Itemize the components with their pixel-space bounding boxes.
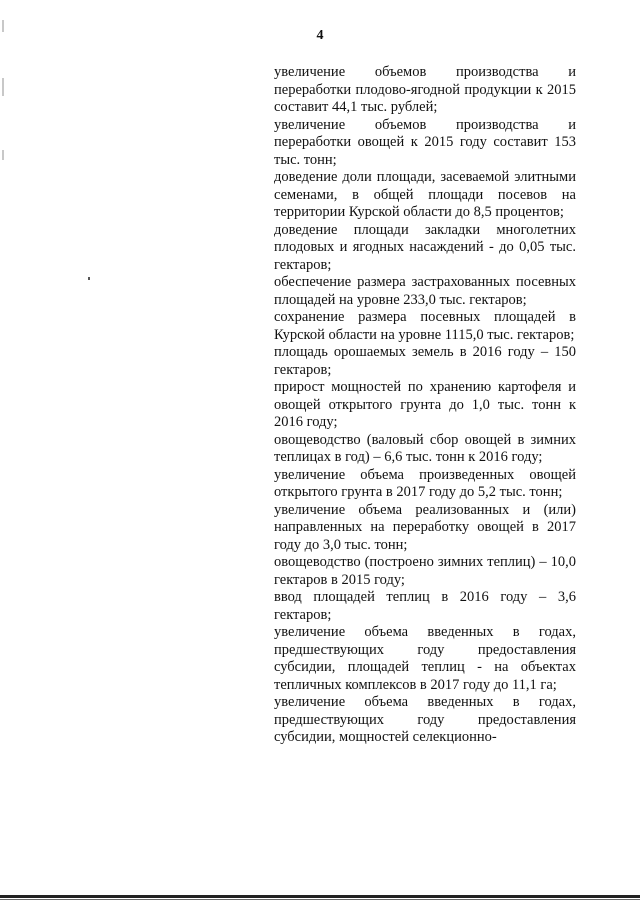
paragraph: доведение доли площади, засеваемой элитными семенами, в общей площади посевов на территории Курской области до 8,5 процентов;	[274, 169, 576, 220]
document-body	[274, 64, 576, 747]
paragraph: увеличение объемов производства и переработки плодово-ягодной продукции к 2015 составит 44,1 тыс. рублей;	[274, 64, 576, 115]
scan-speck	[88, 277, 90, 280]
paragraph: овощеводство (построено зимних теплиц) – 10,0 гектаров в 2015 году;	[274, 554, 576, 588]
paragraph: обеспечение размера застрахованных посевных площадей на уровне 233,0 тыс. гектаров;	[274, 274, 576, 308]
paragraph: увеличение объемов производства и переработки овощей к 2015 году составит 153 тыс. тонн;	[274, 116, 576, 168]
paragraph: доведение площади закладки многолетних плодовых и ягодных насаждений - до 0,05 тыс. гектаров;	[274, 221, 576, 273]
scan-edge-marks	[2, 0, 6, 905]
page-bottom-edge	[0, 895, 640, 898]
paragraph: увеличение объема введенных в годах, предшествующих году предоставления субсидии, площадей теплиц - на объектах тепличных комплексов в 2017 году до 11,1 га;	[274, 624, 576, 693]
paragraph: ввод площадей теплиц в 2016 году – 3,6 гектаров;	[274, 589, 576, 623]
paragraph: овощеводство (валовый сбор овощей в зимних теплицах в год) – 6,6 тыс. тонн к 2016 году;	[274, 431, 576, 465]
paragraph: увеличение объема введенных в годах, предшествующих году предоставления субсидии, мощностей селекционно-	[274, 694, 576, 745]
paragraph: увеличение объема произведенных овощей открытого грунта в 2017 году до 5,2 тыс. тонн;	[274, 466, 576, 500]
scan-speck	[2, 150, 4, 160]
paragraph: увеличение объема реализованных и (или) направленных на переработку овощей в 2017 году до 3,0 тыс. тонн;	[274, 501, 576, 553]
scan-speck	[2, 78, 4, 96]
paragraph: сохранение размера посевных площадей в Курской области на уровне 1115,0 тыс. гектаров;	[274, 309, 576, 343]
page-bottom-edge-shadow	[0, 899, 640, 900]
page-number: 4	[316, 28, 324, 43]
paragraph: прирост мощностей по хранению картофеля и овощей открытого грунта до 1,0 тыс. тонн к 2016 году;	[274, 379, 576, 430]
paragraph: площадь орошаемых земель в 2016 году – 150 гектаров;	[274, 344, 576, 378]
